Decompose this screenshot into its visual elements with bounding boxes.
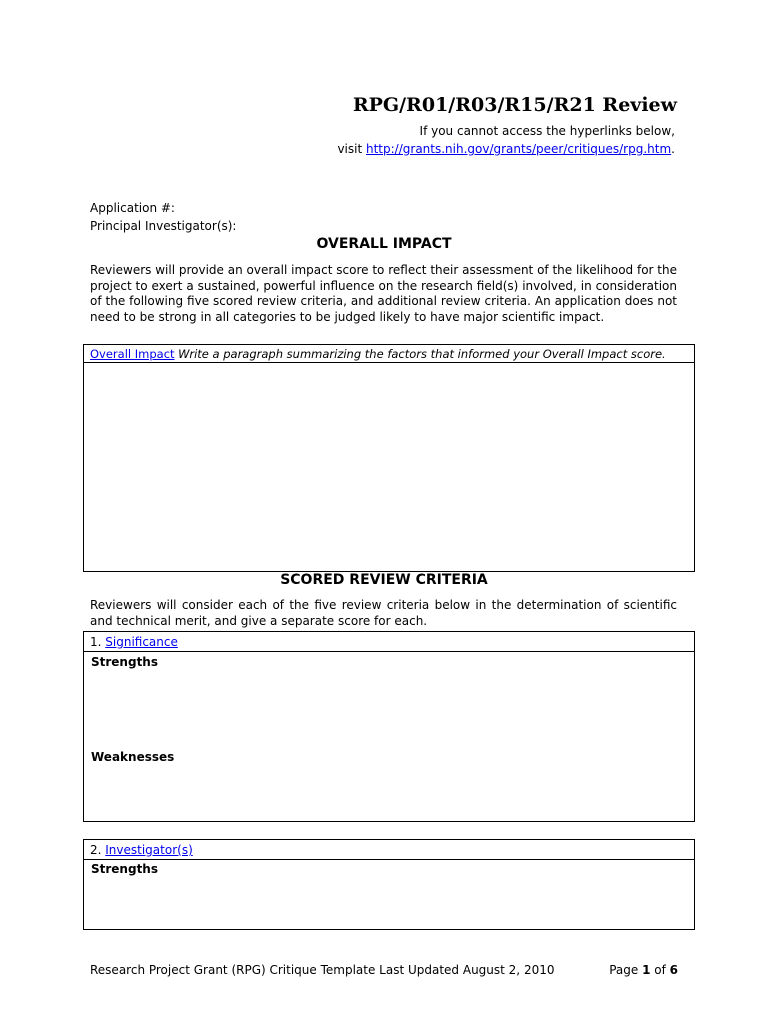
- visit-line: [0, 142, 675, 156]
- strengths-label: Strengths: [91, 862, 158, 876]
- overall-impact-description: Reviewers will provide an overall impact score to reflect their assessment of the likelihood for the project to exert a sustained, powerful influence on the research field(s) involved, in consideration of the following five scored review criteria, and additional review criteria. An application does not need to be strong in all categories to be judged likely to have major scientific impact.: [90, 263, 677, 324]
- significance-box[interactable]: [83, 631, 695, 822]
- scored-criteria-heading: SCORED REVIEW CRITERIA: [280, 572, 488, 588]
- strengths-label: Strengths: [91, 655, 158, 669]
- overall-impact-link[interactable]: Overall Impact: [90, 347, 175, 361]
- visit-end: .: [671, 142, 675, 156]
- criterion-number: 2.: [90, 843, 106, 857]
- overall-impact-box[interactable]: [83, 344, 695, 572]
- criterion-number: 1.: [90, 635, 106, 649]
- footer-template-note: Research Project Grant (RPG) Critique Template Last Updated August 2, 2010: [90, 963, 555, 977]
- hyperlink-note: If you cannot access the hyperlinks below,: [419, 124, 675, 138]
- page-of: of: [650, 963, 670, 977]
- page-title: RPG/R01/R03/R15/R21 Review: [352, 94, 677, 116]
- investigators-link[interactable]: Investigator(s): [105, 843, 193, 857]
- weaknesses-label: Weaknesses: [91, 750, 175, 764]
- investigators-box-header: [84, 840, 694, 860]
- significance-link[interactable]: Significance: [105, 635, 178, 649]
- investigators-box[interactable]: [83, 839, 695, 930]
- page-total: 6: [669, 963, 678, 977]
- significance-box-header: [84, 632, 694, 652]
- overall-impact-heading: OVERALL IMPACT: [316, 236, 452, 252]
- overall-impact-box-header: [84, 345, 694, 363]
- overall-impact-instruction: Write a paragraph summarizing the factors that informed your Overall Impact score.: [174, 347, 666, 361]
- principal-investigator-label: Principal Investigator(s):: [90, 219, 237, 233]
- application-number-label: Application #:: [90, 201, 175, 215]
- scored-criteria-description: Reviewers will consider each of the five review criteria below in the determination of scientific and technical merit, and give a separate score for each.: [90, 598, 677, 628]
- page-indicator: [0, 963, 678, 977]
- page-number: 1: [642, 963, 651, 977]
- critiques-link[interactable]: http://grants.nih.gov/grants/peer/critiques/rpg.htm: [366, 142, 672, 156]
- visit-text: visit: [337, 142, 366, 156]
- page-prefix: Page: [609, 963, 643, 977]
